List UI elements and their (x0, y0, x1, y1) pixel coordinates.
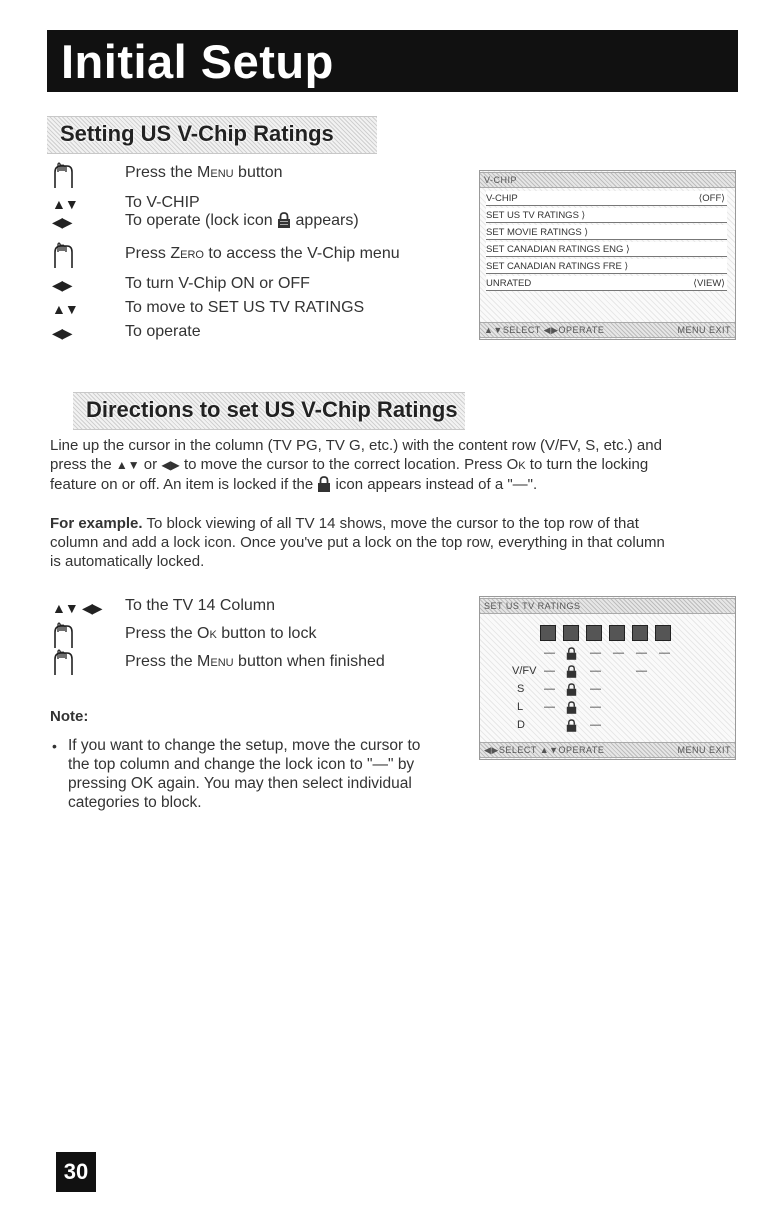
up-down-arrows-icon: ▲▼ (52, 301, 78, 317)
vchip-menu-screenshot (479, 170, 736, 340)
menu-title: V-CHIP (484, 175, 518, 185)
step-toggle-vchip: To turn V-Chip ON or OFF (125, 275, 310, 292)
page-title: Initial Setup (61, 35, 334, 88)
page-number: 30 (56, 1152, 96, 1192)
note-heading: Note: (50, 708, 89, 725)
note-bullet: • (52, 738, 57, 754)
header-bar (47, 30, 738, 92)
rating-dash: — (590, 701, 601, 713)
lock-icon (277, 212, 291, 228)
up-down-arrows-icon: ▲▼ (52, 600, 78, 616)
rating-dash: — (613, 647, 624, 659)
rating-dash: — (544, 701, 555, 713)
section-heading-directions (73, 392, 465, 430)
rating-dash: — (590, 683, 601, 695)
step-press-ok: Press the Ok button to lock (125, 625, 317, 642)
menu-title-bar (480, 172, 735, 188)
step-tv14-column: To the TV 14 Column (125, 597, 276, 614)
rating-dash: — (590, 719, 601, 731)
rating-icon (655, 625, 671, 641)
step-press-menu: Press the Menu button (125, 164, 283, 181)
step-operate: To operate (125, 323, 201, 340)
rating-dash: — (544, 665, 555, 677)
row-label-d: D (517, 719, 525, 731)
lock-icon (566, 719, 577, 732)
rating-dash: — (636, 665, 647, 677)
left-right-arrows-icon: ◀▶ (52, 214, 72, 230)
directions-paragraph: Line up the cursor in the column (TV PG, TV G, etc.) with the content row (V/FV, S, etc.) and press the ▲▼ or ◀▶ to move the cursor to the correct location. Press Ok to turn the locking feature on or off. An item is locked if the icon appears instead of a "—". (50, 437, 662, 493)
step-move-us-tv: To move to SET US TV RATINGS (125, 299, 365, 316)
rating-icon (609, 625, 625, 641)
rating-icon (563, 625, 579, 641)
lock-icon (566, 683, 577, 696)
up-down-arrows-icon: ▲▼ (115, 458, 140, 472)
menu-row-movie: SET MOVIE RATINGS ⟩ (486, 225, 727, 240)
rating-icon (632, 625, 648, 641)
example-paragraph: For example. To block viewing of all TV 14 shows, move the cursor to the top row of that column and add a lock icon. Once you've put a lock on the top row, everything in that column is automatically locked. (50, 515, 665, 570)
us-tv-ratings-screenshot (479, 596, 736, 760)
left-right-arrows-icon: ◀▶ (161, 458, 180, 472)
remote-hand-icon (50, 160, 76, 191)
menu-title-bar (480, 598, 735, 614)
step-operate-lock: To operate (lock icon appears) (125, 212, 359, 229)
rating-dash: — (544, 683, 555, 695)
section-heading-text: Setting US V-Chip Ratings (60, 121, 334, 146)
row-label-l: L (517, 701, 524, 713)
remote-hand-icon (50, 647, 76, 678)
row-label-s: S (517, 683, 525, 695)
section-heading-vchip (47, 116, 377, 154)
rating-dash: — (544, 647, 555, 659)
left-right-arrows-icon: ◀▶ (52, 277, 72, 293)
left-right-arrows-icon: ◀▶ (82, 600, 102, 616)
menu-row-vchip: V-CHIP ⟨OFF⟩ (486, 193, 725, 204)
section-heading-text: Directions to set US V-Chip Ratings (86, 397, 458, 422)
remote-hand-icon (50, 240, 76, 271)
step-press-menu-finished: Press the Menu button when finished (125, 653, 385, 670)
rating-dash: — (636, 647, 647, 659)
rating-dash: — (590, 665, 601, 677)
menu-footer-bar: ▲▼SELECT ◀▶OPERATE MENU EXIT (480, 322, 735, 338)
rating-dash: — (590, 647, 601, 659)
rating-icon (540, 625, 556, 641)
rating-dash: — (659, 647, 670, 659)
menu-row-unrated: UNRATED ⟨VIEW⟩ (486, 278, 725, 289)
menu-row-us-tv: SET US TV RATINGS ⟩ (486, 208, 727, 223)
menu-title: SET US TV RATINGS (484, 601, 581, 611)
step-to-vchip: To V-CHIP (125, 194, 200, 211)
menu-footer-bar: ◀▶SELECT ▲▼OPERATE MENU EXIT (480, 742, 735, 758)
up-down-arrows-icon: ▲▼ (52, 196, 78, 212)
rating-icon (586, 625, 602, 641)
note-text: If you want to change the setup, move the cursor to the top column and change the lock icon to "—" by pressing OK again. You may then select individual categories to block. (68, 737, 421, 811)
lock-icon (566, 701, 577, 714)
row-label-vfv: V/FV (512, 665, 537, 677)
lock-icon (317, 476, 331, 492)
menu-row-canadian-fre: SET CANADIAN RATINGS FRE ⟩ (486, 259, 727, 274)
menu-row-canadian-eng: SET CANADIAN RATINGS ENG ⟩ (486, 242, 727, 257)
lock-icon (566, 647, 577, 660)
step-press-zero: Press Zero to access the V-Chip menu (125, 245, 400, 262)
lock-icon (566, 665, 577, 678)
left-right-arrows-icon: ◀▶ (52, 325, 72, 341)
